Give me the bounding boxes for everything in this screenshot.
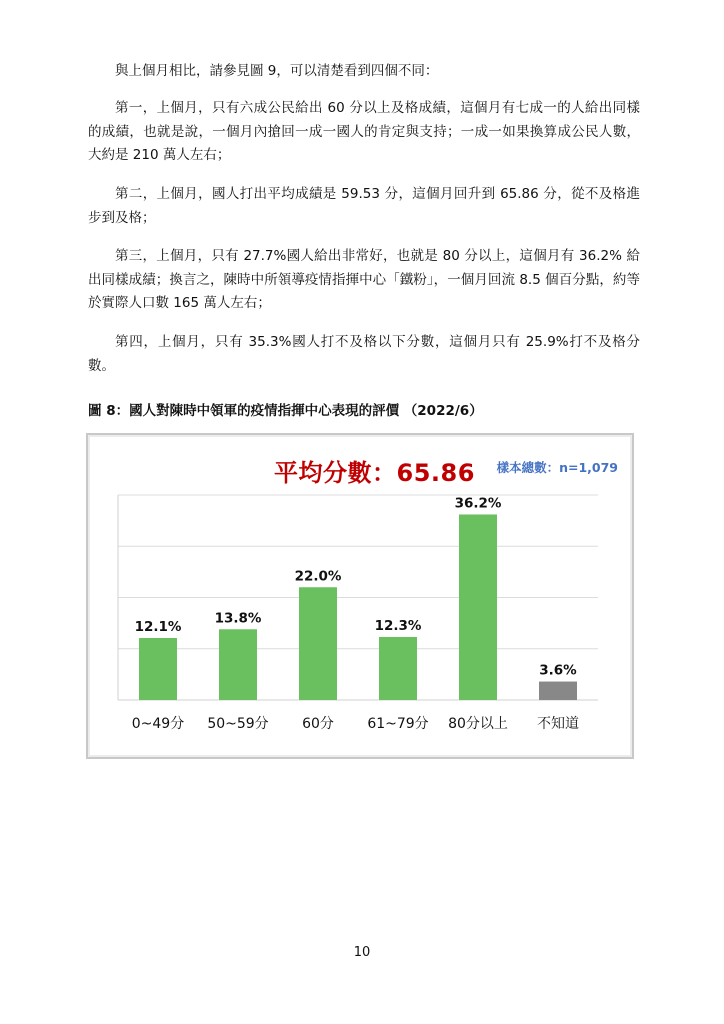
bar <box>219 629 257 700</box>
data-label: 12.3% <box>374 617 422 634</box>
data-label: 36.2% <box>454 495 502 512</box>
x-tick-label: 61~79分 <box>367 716 429 732</box>
bar <box>459 514 497 700</box>
figure-caption: 圖 8：國人對陳時中領軍的疫情指揮中心表現的評價 （2022/6） <box>88 403 483 419</box>
sample-size-label: 樣本總數：n=1,079 <box>496 460 618 475</box>
data-label: 12.1% <box>134 618 182 635</box>
x-tick-label: 50~59分 <box>207 716 269 732</box>
paragraph-second: 第二，上個月，國人打出平均成績是 59.53 分，這個月回升到 65.86 分，從不及格進步到及格； <box>88 186 640 226</box>
x-tick-label: 0~49分 <box>131 716 185 732</box>
paragraph-intro: 與上個月相比，請參見圖 9，可以清楚看到四個不同： <box>115 63 439 79</box>
paragraph-fourth: 第四，上個月，只有 35.3%國人打不及格以下分數，這個月只有 25.9%打不及格分數。 <box>88 334 640 374</box>
page-number: 10 <box>353 945 371 960</box>
x-tick-label: 80分以上 <box>448 716 508 732</box>
x-tick-label: 60分 <box>302 716 334 732</box>
data-label: 3.6% <box>539 662 577 679</box>
bar <box>299 587 337 700</box>
data-label: 13.8% <box>214 610 262 627</box>
x-tick-label: 不知道 <box>537 716 579 732</box>
bar-chart <box>88 435 632 757</box>
chart-title: 平均分數：65.86 <box>274 459 475 487</box>
paragraph-first: 第一，上個月，只有六成公民給出 60 分以上及格成績，這個月有七成一的人給出同樣的成績，也就是說，一個月內搶回一成一國人的肯定與支持；一成一如果換算成公民人數，大約是 210 萬人左右； <box>88 100 640 163</box>
bar <box>539 682 577 700</box>
paragraph-third: 第三，上個月，只有 27.7%國人給出非常好，也就是 80 分以上，這個月有 36.2% 給出同樣成績；換言之，陳時中所領導疫情指揮中心「鐵粉」，一個月回流 8.5 個百分點，約等於實際人口數 165 萬人左右； <box>88 248 640 311</box>
bar <box>379 637 417 700</box>
chart-frame <box>86 433 634 759</box>
data-label: 22.0% <box>294 568 342 585</box>
bar <box>139 638 177 700</box>
